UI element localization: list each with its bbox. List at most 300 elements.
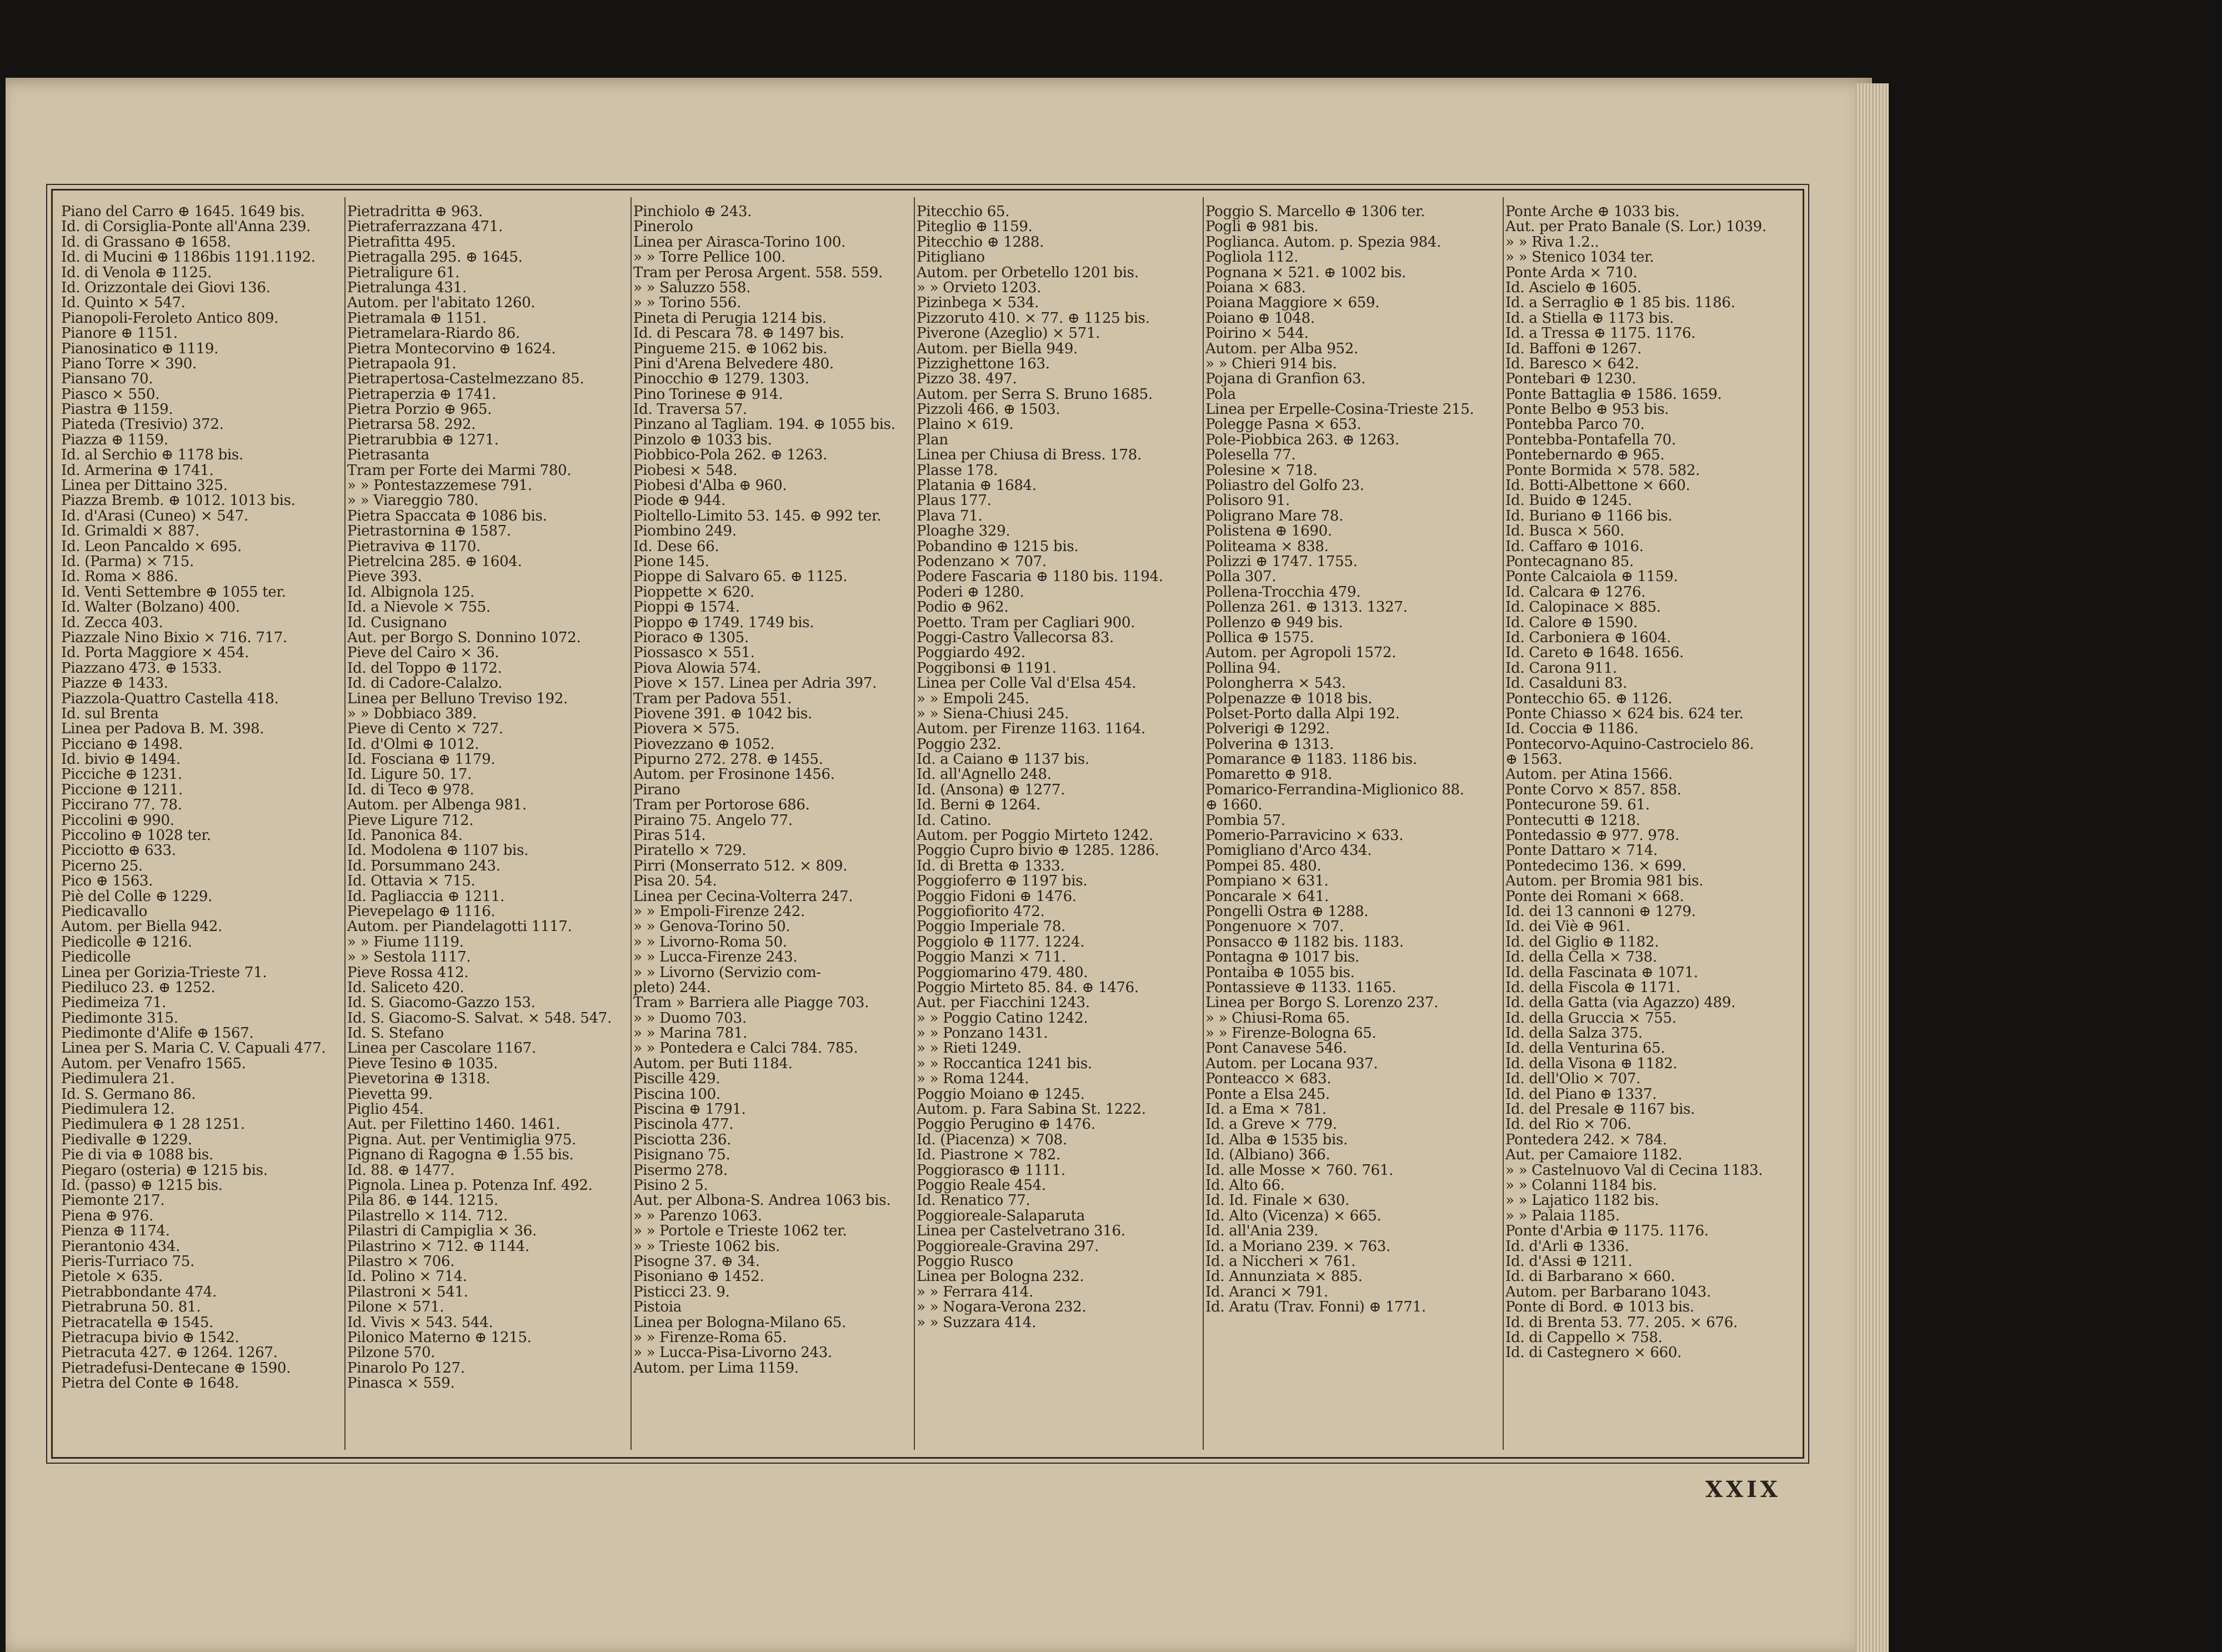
index-entry: Piazza Bremb. ⊕ 1012. 1013 bis. xyxy=(61,493,296,509)
index-entry: Pitecchio ⊕ 1288. xyxy=(917,234,1044,251)
index-entry: Id. Buriano ⊕ 1166 bis. xyxy=(1505,508,1673,524)
index-entry: Pievetta 99. xyxy=(347,1087,433,1103)
index-entry: Linea per Chiusa di Bress. 178. xyxy=(917,448,1142,463)
index-entry: Piegaro (osteria) ⊕ 1215 bis. xyxy=(61,1163,268,1178)
index-entry: Pieve del Cairo ⨯ 36. xyxy=(347,645,499,661)
index-entry: Id. a Stiella ⊕ 1173 bis. xyxy=(1505,311,1674,327)
index-entry: Piedimulera ⊕ 1 28 1251. xyxy=(61,1117,245,1133)
index-entry: Pignano di Ragogna ⊕ 1.55 bis. xyxy=(347,1148,574,1163)
index-entry: Tram per Perosa Argent. 558. 559. xyxy=(633,265,883,281)
index-entry: Id. Alba ⊕ 1535 bis. xyxy=(1205,1132,1348,1148)
index-entry: Piedimonte 315. xyxy=(61,1010,178,1027)
index-entry: Linea per Bologna-Milano 65. xyxy=(633,1315,846,1330)
index-entry: Id. Armerina ⊕ 1741. xyxy=(61,463,214,479)
index-entry: Polesella 77. xyxy=(1205,448,1296,463)
index-entry: » » Duomo 703. xyxy=(633,1010,747,1027)
index-entry: Id. di Barbarano ⨯ 660. xyxy=(1505,1269,1675,1285)
index-entry: Pisticci 23. 9. xyxy=(633,1284,730,1300)
index-entry: Ploaghe 329. xyxy=(917,524,1010,539)
index-entry: Piediluco 23. ⊕ 1252. xyxy=(61,980,216,996)
index-entry: Id. Orizzontale dei Giovi 136. xyxy=(61,280,271,296)
index-entry: Pietrastornina ⊕ 1587. xyxy=(347,524,511,539)
index-entry: Pollina 94. xyxy=(1205,660,1281,677)
index-entry: Autom. per Frosinone 1456. xyxy=(633,767,835,783)
index-entry: Pietrelcina 285. ⊕ 1604. xyxy=(347,554,522,570)
index-entry: Piobbico-Pola 262. ⊕ 1263. xyxy=(633,448,828,463)
index-entry: Id. Venti Settembre ⊕ 1055 ter. xyxy=(61,584,286,600)
index-entry: Poggio Mirteto 85. 84. ⊕ 1476. xyxy=(917,980,1139,996)
index-entry: Piratello ⨯ 729. xyxy=(633,843,747,859)
index-entry: Pombia 57. xyxy=(1205,813,1285,829)
index-entry: Piovene 391. ⊕ 1042 bis. xyxy=(633,706,812,722)
index-entry: Poggio S. Marcello ⊕ 1306 ter. xyxy=(1205,204,1425,220)
index-entry: Piedimulera 21. xyxy=(61,1072,175,1087)
index-entry: » » Viareggio 780. xyxy=(347,493,479,509)
index-entry: Piazza ⊕ 1159. xyxy=(61,432,168,448)
index-entry: Ponte Belbo ⊕ 953 bis. xyxy=(1505,402,1669,418)
index-entry: Plaino ⨯ 619. xyxy=(917,417,1014,433)
index-entry: Ponte Dattaro ⨯ 714. xyxy=(1505,843,1658,859)
index-entry: Pietragalla 295. ⊕ 1645. xyxy=(347,250,523,266)
index-entry: Poglianca. Autom. p. Spezia 984. xyxy=(1205,234,1442,251)
index-entry: Pietradefusi-Dentecane ⊕ 1590. xyxy=(61,1360,291,1376)
index-entry: Autom. p. Fara Sabina St. 1222. xyxy=(917,1102,1146,1118)
index-entry: » » Ponzano 1431. xyxy=(917,1026,1048,1042)
index-entry: Poggio Reale 454. xyxy=(917,1178,1046,1194)
index-entry: » » Castelnuovo Val di Cecina 1183. xyxy=(1505,1163,1763,1178)
index-entry: Autom. per Orbetello 1201 bis. xyxy=(917,265,1139,281)
index-entry: Id. a Greve ⨯ 779. xyxy=(1205,1117,1337,1133)
index-entry: Poetto. Tram per Cagliari 900. xyxy=(917,615,1135,630)
index-entry: Pietracuta 427. ⊕ 1264. 1267. xyxy=(61,1345,278,1361)
index-entry: Id. a Tressa ⊕ 1175. 1176. xyxy=(1505,326,1696,342)
index-entry: Ponte Arda ⨯ 710. xyxy=(1505,265,1638,281)
index-entry: Piove ⨯ 157. Linea per Adria 397. xyxy=(633,676,877,692)
index-entry: Autom. per Barbarano 1043. xyxy=(1505,1284,1711,1300)
index-entry: Pont Canavese 546. xyxy=(1205,1041,1347,1057)
index-entry: Aut. per Filettino 1460. 1461. xyxy=(347,1117,560,1133)
index-entry: Pietrapertosa-Castelmezzano 85. xyxy=(347,372,584,387)
index-entry: Pizzoruto 410. ⨯ 77. ⊕ 1125 bis. xyxy=(917,311,1150,327)
index-entry: Id. S. Giacomo-Gazzo 153. xyxy=(347,995,536,1011)
index-entry: » » Stenico 1034 ter. xyxy=(1505,250,1654,266)
index-entry: Plasse 178. xyxy=(917,463,998,479)
index-entry: Pietraperzia ⊕ 1741. xyxy=(347,387,497,403)
index-entry: Autom. per Buti 1184. xyxy=(633,1056,793,1072)
index-entry: Pistoia xyxy=(633,1300,682,1315)
index-entry: » » Saluzzo 558. xyxy=(633,280,751,296)
index-entry: Id. Aratu (Trav. Fonni) ⊕ 1771. xyxy=(1205,1300,1426,1315)
index-entry: Pini d'Arena Belvedere 480. xyxy=(633,356,834,372)
index-entry: Id. di Mucini ⊕ 1186bis 1191.1192. xyxy=(61,250,316,266)
index-entry: Aut. per Camaiore 1182. xyxy=(1505,1148,1683,1163)
index-entry: Tram per Forte dei Marmi 780. xyxy=(347,463,572,479)
index-entry: Plaus 177. xyxy=(917,493,992,509)
index-entry: Pontassieve ⊕ 1133. 1165. xyxy=(1205,980,1397,996)
index-entry: Piccolino ⊕ 1028 ter. xyxy=(61,828,211,844)
index-entry: Pogli ⊕ 981 bis. xyxy=(1205,219,1319,235)
index-entry: Pompei 85. 480. xyxy=(1205,858,1322,874)
page-edge-stack xyxy=(1855,83,1889,1652)
index-entry: Id. Ligure 50. 17. xyxy=(347,767,472,783)
index-entry: Linea per Gorizia-Trieste 71. xyxy=(61,965,267,980)
index-entry: Pontecurone 59. 61. xyxy=(1505,798,1650,813)
index-entry: Id. (Piacenza) ⨯ 708. xyxy=(917,1132,1067,1148)
index-entry: Id. Leon Pancaldo ⨯ 695. xyxy=(61,539,242,554)
index-entry: Piobesi ⨯ 548. xyxy=(633,463,738,479)
index-entry: » » Lucca-Firenze 243. xyxy=(633,950,798,965)
index-entry: Pianore ⊕ 1151. xyxy=(61,326,178,342)
index-entry: Autom. per Alba 952. xyxy=(1205,341,1358,357)
index-entry: Autom. per Agropoli 1572. xyxy=(1205,645,1397,661)
index-entry: Poggio Cupro bivio ⊕ 1285. 1286. xyxy=(917,843,1159,859)
index-entry: Pilastro ⨯ 706. xyxy=(347,1254,455,1270)
index-entry: Piazzano 473. ⊕ 1533. xyxy=(61,660,222,677)
index-entry: Poirino ⨯ 544. xyxy=(1205,326,1309,342)
index-entry: Pico ⊕ 1563. xyxy=(61,874,153,889)
index-entry: Pioraco ⊕ 1305. xyxy=(633,630,749,646)
index-entry: Linea per Belluno Treviso 192. xyxy=(347,691,568,707)
index-entry: Pilonico Materno ⊕ 1215. xyxy=(347,1330,532,1346)
index-entry: Id. della Gatta (via Agazzo) 489. xyxy=(1505,995,1736,1011)
index-entry: Pinchiolo ⊕ 243. xyxy=(633,204,752,220)
index-entry: Linea per Erpelle-Cosina-Trieste 215. xyxy=(1205,402,1474,418)
index-entry: ⊕ 1563. xyxy=(1505,752,1563,768)
index-entry: Poggioferro ⊕ 1197 bis. xyxy=(917,874,1088,889)
index-entry: Id. (passo) ⊕ 1215 bis. xyxy=(61,1178,223,1194)
index-entry: Pomaretto ⊕ 918. xyxy=(1205,767,1333,783)
index-entry: Pioltello-Limito 53. 145. ⊕ 992 ter. xyxy=(633,508,882,524)
index-entry: Id. del Piano ⊕ 1337. xyxy=(1505,1087,1657,1103)
index-entry: Linea per Borgo S. Lorenzo 237. xyxy=(1205,995,1439,1011)
index-entry: Pola xyxy=(1205,387,1236,403)
index-entry: Id. della Salza 375. xyxy=(1505,1026,1643,1042)
index-entry: Polla 307. xyxy=(1205,569,1277,585)
index-entry: Poggioreale-Gravina 297. xyxy=(917,1239,1099,1254)
index-entry: » » Rieti 1249. xyxy=(917,1041,1022,1057)
index-entry: Pienza ⊕ 1174. xyxy=(61,1224,170,1239)
index-entry: » » Nogara-Verona 232. xyxy=(917,1300,1087,1315)
index-entry: Piedicolle xyxy=(61,950,131,965)
index-entry: » » Roma 1244. xyxy=(917,1072,1029,1087)
index-entry: Pontecagnano 85. xyxy=(1505,554,1634,570)
index-entry: Poggio Moiano ⊕ 1245. xyxy=(917,1087,1085,1103)
index-entry: Piano del Carro ⊕ 1645. 1649 bis. xyxy=(61,204,305,220)
index-entry: Pizzoli 466. ⊕ 1503. xyxy=(917,402,1060,418)
index-column-3 xyxy=(633,204,911,1443)
column-divider xyxy=(1503,197,1504,1450)
index-entry: Ponte d'Arbia ⊕ 1175. 1176. xyxy=(1505,1224,1709,1239)
index-entry: Poliastro del Golfo 23. xyxy=(1205,478,1364,494)
index-entry: Pitigliano xyxy=(917,250,985,266)
column-divider xyxy=(344,197,346,1450)
index-entry: Poiano ⊕ 1048. xyxy=(1205,311,1315,327)
index-entry: Id. 88. ⊕ 1477. xyxy=(347,1163,455,1178)
index-entry: Linea per Dittaino 325. xyxy=(61,478,228,494)
column-divider xyxy=(630,197,632,1450)
index-entry: Id. Berni ⊕ 1264. xyxy=(917,798,1041,813)
index-entry: Id. a Nievole ⨯ 755. xyxy=(347,600,491,615)
index-entry: Poiana ⨯ 683. xyxy=(1205,280,1306,296)
index-entry: Id. dell'Olio ⨯ 707. xyxy=(1505,1072,1641,1087)
index-entry: Id. Porta Maggiore ⨯ 454. xyxy=(61,645,249,661)
index-entry: Polesine ⨯ 718. xyxy=(1205,463,1318,479)
index-entry: Linea per Airasca-Torino 100. xyxy=(633,234,846,251)
index-entry: Ponte Calcaiola ⊕ 1159. xyxy=(1505,569,1678,585)
index-entry: Id. Fosciana ⊕ 1179. xyxy=(347,752,496,768)
index-entry: Pisogne 37. ⊕ 34. xyxy=(633,1254,760,1270)
index-entry: Autom. per Biella 942. xyxy=(61,919,223,935)
index-entry: » » Dobbiaco 389. xyxy=(347,706,477,722)
index-entry: Pietra Porzio ⊕ 965. xyxy=(347,402,492,418)
index-entry: Id. di Bretta ⊕ 1333. xyxy=(917,858,1065,874)
index-entry: Pilone ⨯ 571. xyxy=(347,1300,444,1315)
index-entry: Pontaiba ⊕ 1055 bis. xyxy=(1205,965,1355,980)
index-entry: Id. Porsummano 243. xyxy=(347,858,501,874)
index-entry: Pilastrino ⨯ 712. ⊕ 1144. xyxy=(347,1239,530,1254)
index-entry: Pietraligure 61. xyxy=(347,265,460,281)
index-entry: Pioppo ⊕ 1749. 1749 bis. xyxy=(633,615,814,630)
index-entry: Id. Cusignano xyxy=(347,615,447,630)
index-entry: Id. Coccia ⊕ 1186. xyxy=(1505,722,1639,737)
column-divider xyxy=(1203,197,1204,1450)
index-entry: Ponte a Elsa 245. xyxy=(1205,1087,1330,1103)
index-entry: Pinzano al Tagliam. 194. ⊕ 1055 bis. xyxy=(633,417,895,433)
index-entry: Pontedecimo 136. ⨯ 699. xyxy=(1505,858,1686,874)
index-entry: Pigna. Aut. per Ventimiglia 975. xyxy=(347,1132,577,1148)
index-entry: Pinocchio ⊕ 1279. 1303. xyxy=(633,372,809,387)
index-entry: Pilastrello ⨯ 114. 712. xyxy=(347,1208,508,1224)
index-entry: Id. Carboniera ⊕ 1604. xyxy=(1505,630,1671,646)
index-entry: Id. di Corsiglia-Ponte all'Anna 239. xyxy=(61,219,311,235)
index-entry: Polpenazze ⊕ 1018 bis. xyxy=(1205,691,1373,707)
index-entry: Pietramala ⊕ 1151. xyxy=(347,311,487,327)
index-entry: Platania ⊕ 1684. xyxy=(917,478,1037,494)
index-entry: » » Livorno-Roma 50. xyxy=(633,934,787,950)
index-entry: Id. della Fiscola ⊕ 1171. xyxy=(1505,980,1680,996)
index-entry: Aut. per Prato Banale (S. Lor.) 1039. xyxy=(1505,219,1766,235)
index-entry: Linea per Castelvetrano 316. xyxy=(917,1224,1125,1239)
index-entry: » » Orvieto 1203. xyxy=(917,280,1042,296)
index-entry: Id. di Venola ⊕ 1125. xyxy=(61,265,212,281)
index-entry: Id. bivio ⊕ 1494. xyxy=(61,752,181,768)
index-entry: Polisoro 91. xyxy=(1205,493,1290,509)
index-entry: Id. Catino. xyxy=(917,813,992,829)
index-entry: Linea per Padova B. M. 398. xyxy=(61,722,264,737)
index-entry: Poiana Maggiore ⨯ 659. xyxy=(1205,296,1380,311)
index-entry: » » Palaia 1185. xyxy=(1505,1208,1620,1224)
index-entry: Pietra Montecorvino ⊕ 1624. xyxy=(347,341,556,357)
index-entry: Piteglio ⊕ 1159. xyxy=(917,219,1033,235)
index-entry: Id. all'Agnello 248. xyxy=(917,767,1052,783)
index-entry: Piè del Colle ⊕ 1229. xyxy=(61,889,213,904)
index-column-6 xyxy=(1505,204,1794,1443)
index-entry: Pieve Rossa 412. xyxy=(347,965,469,980)
index-entry: Pisignano 75. xyxy=(633,1148,730,1163)
index-entry: Pipurno 272. 278. ⊕ 1455. xyxy=(633,752,823,768)
index-entry: Pisoniano ⊕ 1452. xyxy=(633,1269,764,1285)
index-entry: Piraino 75. Angelo 77. xyxy=(633,813,793,829)
index-entry: Pontedassio ⊕ 977. 978. xyxy=(1505,828,1679,844)
index-entry: Pietracupa bivio ⊕ 1542. xyxy=(61,1330,239,1346)
index-entry: Pisermo 278. xyxy=(633,1163,728,1178)
index-entry: » » Torino 556. xyxy=(633,296,742,311)
index-entry: Piccolini ⊕ 990. xyxy=(61,813,174,829)
index-entry: Id. (Parma) ⨯ 715. xyxy=(61,554,194,570)
index-entry: Id. Dese 66. xyxy=(633,539,719,554)
index-entry: Pinzolo ⊕ 1033 bis. xyxy=(633,432,772,448)
index-entry: Pisciotta 236. xyxy=(633,1132,732,1148)
index-column-1 xyxy=(61,204,342,1443)
index-entry: Id. Alto (Vicenza) ⨯ 665. xyxy=(1205,1208,1382,1224)
index-entry: Pontedera 242. ⨯ 784. xyxy=(1505,1132,1667,1148)
index-entry: Pompiano ⨯ 631. xyxy=(1205,874,1329,889)
index-entry: Piobesi d'Alba ⊕ 960. xyxy=(633,478,787,494)
index-entry: Piras 514. xyxy=(633,828,706,844)
index-entry: Picciotto ⊕ 633. xyxy=(61,843,176,859)
index-entry: Aut. per Borgo S. Donnino 1072. xyxy=(347,630,581,646)
index-entry: Pinasca ⨯ 559. xyxy=(347,1376,455,1391)
index-entry: Pievepelago ⊕ 1116. xyxy=(347,904,496,920)
index-entry: Autom. per Venafro 1565. xyxy=(61,1056,246,1072)
index-entry: Pisa 20. 54. xyxy=(633,874,717,889)
index-entry: Pieve Ligure 712. xyxy=(347,813,474,829)
index-entry: Pierantonio 434. xyxy=(61,1239,181,1254)
index-entry: » » Genova-Torino 50. xyxy=(633,919,790,935)
index-entry: Id. del Toppo ⊕ 1172. xyxy=(347,660,502,677)
index-entry: Ponte Bormida ⨯ 578. 582. xyxy=(1505,463,1700,479)
index-entry: Id. (Albiano) 366. xyxy=(1205,1148,1330,1163)
index-entry: Linea per S. Maria C. V. Capuali 477. xyxy=(61,1041,326,1057)
index-entry: Pinerolo xyxy=(633,219,693,235)
index-entry: Id. Traversa 57. xyxy=(633,402,747,418)
index-entry: » » Torre Pellice 100. xyxy=(633,250,785,266)
index-entry: Poggio Manzi ⨯ 711. xyxy=(917,950,1067,965)
index-entry: Piedicolle ⊕ 1216. xyxy=(61,934,192,950)
index-entry: Pognana ⨯ 521. ⊕ 1002 bis. xyxy=(1205,265,1406,281)
index-entry: Pilastri di Campiglia ⨯ 36. xyxy=(347,1224,537,1239)
index-entry: Picciche ⊕ 1231. xyxy=(61,767,182,783)
index-entry: Piena ⊕ 976. xyxy=(61,1208,154,1224)
index-entry: Pirri (Monserrato 512. ⨯ 809. xyxy=(633,858,848,874)
index-entry: Plava 71. xyxy=(917,508,983,524)
index-entry: Id. dei 13 cannoni ⊕ 1279. xyxy=(1505,904,1696,920)
index-entry: » » Roccantica 1241 bis. xyxy=(917,1056,1092,1072)
index-entry: Polset-Porto dalla Alpi 192. xyxy=(1205,706,1400,722)
index-entry: Pietrarsa 58. 292. xyxy=(347,417,476,433)
index-entry: Pila 86. ⊕ 144. 1215. xyxy=(347,1193,498,1209)
column-divider xyxy=(914,197,915,1450)
index-entry: Id. d'Olmi ⊕ 1012. xyxy=(347,737,479,753)
index-entry: Pogliola 112. xyxy=(1205,250,1299,266)
index-entry: Id. Caffaro ⊕ 1016. xyxy=(1505,539,1644,554)
index-entry: Id. Piastrone ⨯ 782. xyxy=(917,1148,1060,1163)
index-entry: Pietraviva ⊕ 1170. xyxy=(347,539,481,554)
index-entry: Pisino 2 5. xyxy=(633,1178,708,1194)
index-entry: Pietrabbondante 474. xyxy=(61,1284,217,1300)
index-entry: Pietraferrazzana 471. xyxy=(347,219,503,235)
index-entry: Piansano 70. xyxy=(61,372,153,387)
index-entry: Pobandino ⊕ 1215 bis. xyxy=(917,539,1079,554)
index-entry: Pizzighettone 163. xyxy=(917,356,1050,372)
index-entry: Piedimonte d'Alife ⊕ 1567. xyxy=(61,1026,254,1042)
index-entry: Pontebernardo ⊕ 965. xyxy=(1505,448,1665,463)
index-entry: Ponte dei Romani ⨯ 668. xyxy=(1505,889,1684,904)
index-entry: Id. (Ansona) ⊕ 1277. xyxy=(917,782,1065,798)
index-entry: Poggio Imperiale 78. xyxy=(917,919,1066,935)
index-entry: Pollena-Trocchia 479. xyxy=(1205,584,1361,600)
index-entry: Id. della Visona ⊕ 1182. xyxy=(1505,1056,1678,1072)
index-entry: Id. Renatico 77. xyxy=(917,1193,1030,1209)
index-entry: Polegge Pasna ⨯ 653. xyxy=(1205,417,1362,433)
index-entry: Piglio 454. xyxy=(347,1102,424,1118)
index-entry: Id. a Ema ⨯ 781. xyxy=(1205,1102,1327,1118)
index-entry: Tram per Portorose 686. xyxy=(633,798,810,813)
index-entry: Pietracatella ⊕ 1545. xyxy=(61,1315,214,1330)
index-entry: Pongenuore ⨯ 707. xyxy=(1205,919,1344,935)
index-entry: » » Fiume 1119. xyxy=(347,934,464,950)
index-entry: Ponte Chiasso ⨯ 624 bis. 624 ter. xyxy=(1505,706,1744,722)
index-entry: Id. di Castegnero ⨯ 660. xyxy=(1505,1345,1682,1361)
index-entry: Piode ⊕ 944. xyxy=(633,493,726,509)
index-entry: Poggiomarino 479. 480. xyxy=(917,965,1088,980)
index-entry: Id. d'Assi ⊕ 1211. xyxy=(1505,1254,1633,1270)
index-entry: Id. della Venturina 65. xyxy=(1505,1041,1665,1057)
index-entry: Poggio Perugino ⊕ 1476. xyxy=(917,1117,1095,1133)
index-entry: Piazze ⊕ 1433. xyxy=(61,676,168,692)
index-entry: Poggio Rusco xyxy=(917,1254,1013,1270)
index-entry: Id. di Grassano ⊕ 1658. xyxy=(61,234,231,251)
index-entry: Ponsacco ⊕ 1182 bis. 1183. xyxy=(1205,934,1404,950)
index-entry: Piedicavallo xyxy=(61,904,148,920)
index-entry: Poggio 232. xyxy=(917,737,1002,753)
index-entry: Id. Walter (Bolzano) 400. xyxy=(61,600,240,615)
index-column-2 xyxy=(347,204,628,1443)
index-entry: Polverina ⊕ 1313. xyxy=(1205,737,1334,753)
index-entry: Aut. per Fiacchini 1243. xyxy=(917,995,1090,1011)
index-entry: Id. Ottavia ⨯ 715. xyxy=(347,874,476,889)
index-entry: Podio ⊕ 962. xyxy=(917,600,1009,615)
index-entry: Pomarance ⊕ 1183. 1186 bis. xyxy=(1205,752,1417,768)
index-entry: Autom. per Albenga 981. xyxy=(347,798,527,813)
index-entry: Id. della Cella ⨯ 738. xyxy=(1505,950,1657,965)
index-entry: Pollenza 261. ⊕ 1313. 1327. xyxy=(1205,600,1408,615)
index-entry: Id. Casalduni 83. xyxy=(1505,676,1627,692)
index-entry: » » Empoli-Firenze 242. xyxy=(633,904,805,920)
index-entry: Linea per Cascolare 1167. xyxy=(347,1041,536,1057)
index-entry: Id. Calopinace ⨯ 885. xyxy=(1505,600,1661,615)
index-entry: Pietrapaola 91. xyxy=(347,356,457,372)
index-entry: Pole-Piobbica 263. ⊕ 1263. xyxy=(1205,432,1399,448)
index-entry: Id. Alto 66. xyxy=(1205,1178,1285,1194)
index-entry: Piedivalle ⊕ 1229. xyxy=(61,1132,192,1148)
index-entry: Autom. per Locana 937. xyxy=(1205,1056,1378,1072)
index-entry: Tram per Padova 551. xyxy=(633,691,792,707)
index-entry: Polongherra ⨯ 543. xyxy=(1205,676,1346,692)
index-entry: » » Lucca-Pisa-Livorno 243. xyxy=(633,1345,833,1361)
index-entry: Pizzo 38. 497. xyxy=(917,372,1017,387)
index-entry: Piedimeiza 71. xyxy=(61,995,167,1011)
index-entry: Id. Careto ⊕ 1648. 1656. xyxy=(1505,645,1684,661)
index-entry: Id. Annunziata ⨯ 885. xyxy=(1205,1269,1363,1285)
index-entry: Poligrano Mare 78. xyxy=(1205,508,1344,524)
index-entry: Polverigi ⊕ 1292. xyxy=(1205,722,1330,737)
index-entry: Pioppi ⊕ 1574. xyxy=(633,600,740,615)
index-entry: Autom. per Poggio Mirteto 1242. xyxy=(917,828,1153,844)
index-entry: Id. Carona 911. xyxy=(1505,660,1617,677)
index-entry: Pilzone 570. xyxy=(347,1345,436,1361)
index-entry: Pirano xyxy=(633,782,680,798)
